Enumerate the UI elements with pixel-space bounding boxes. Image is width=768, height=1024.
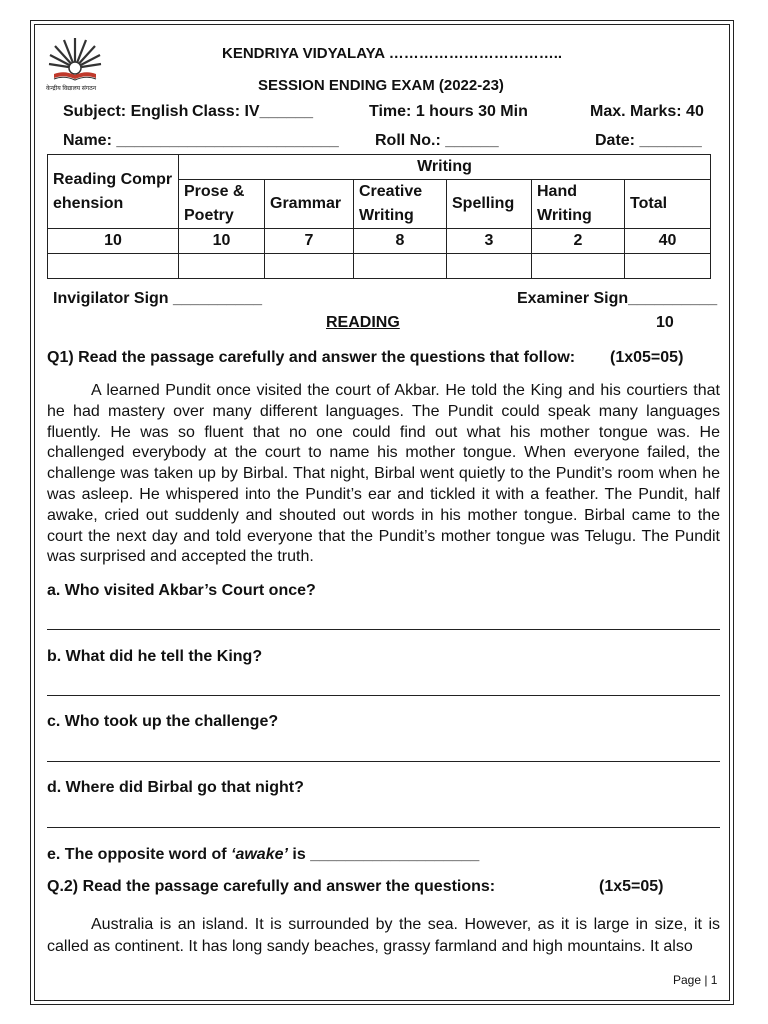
value-creative-writing: 8 bbox=[354, 229, 447, 254]
answer-line-c[interactable] bbox=[47, 761, 720, 762]
marks-table bbox=[47, 154, 711, 279]
value-reading: 10 bbox=[48, 229, 179, 254]
answer-line-a[interactable] bbox=[47, 629, 720, 630]
exam-title: SESSION ENDING EXAM (2022-23) bbox=[258, 77, 504, 94]
name-field[interactable]: Name: _________________________ bbox=[63, 132, 339, 149]
class-label: Class: IV______ bbox=[192, 103, 313, 120]
invigilator-sign[interactable]: Invigilator Sign __________ bbox=[53, 290, 262, 307]
value-grammar: 7 bbox=[265, 229, 354, 254]
section-title: READING bbox=[326, 314, 400, 331]
col-total: Total bbox=[625, 180, 711, 229]
date-field[interactable]: Date: _______ bbox=[595, 132, 702, 149]
q1-question-e bbox=[47, 846, 479, 864]
col-creative-writing: Creative Writing bbox=[354, 180, 447, 229]
q2-passage-text: Australia is an island. It is surrounded by the sea. However, as it is large in size, it is called as continent. It has long sandy beaches, grassy farmland and high mountains. It also bbox=[47, 916, 720, 955]
value-spelling: 3 bbox=[447, 229, 532, 254]
score-total[interactable] bbox=[625, 254, 711, 279]
page-number: Page | 1 bbox=[673, 973, 718, 987]
score-prose-poetry[interactable] bbox=[179, 254, 265, 279]
q2-marks: (1x5=05) bbox=[599, 878, 664, 895]
score-creative-writing[interactable] bbox=[354, 254, 447, 279]
score-spelling[interactable] bbox=[447, 254, 532, 279]
score-grammar[interactable] bbox=[265, 254, 354, 279]
q1-passage-text: A learned Pundit once visited the court of Akbar. He told the King and his courtiers that he had mastery over many different languages. The Pundit could speak many languages fluently. He was so fluent that no one could find out what his mother tongue was. He challenged everybody at the court to name his mother tongue. When everyone failed, the challenge was taken up by Birbal. That night, Birbal went quietly to the Pundit’s room when he was asleep. He whispered into the Pundit’s ear and tickled it with a feather. The Pundit, half awake, cried out suddenly and shouted out words in his mother tongue. Birbal came to the court the next day and told everyone that the Pundit’s mother tongue was Telugu. The Pundit was surprised and accepted the truth. bbox=[47, 382, 720, 566]
kvs-logo bbox=[46, 30, 104, 94]
time-label: Time: 1 hours 30 Min bbox=[369, 103, 528, 120]
max-marks-label: Max. Marks: 40 bbox=[590, 103, 704, 120]
reading-comprehension-header: Reading Comprehension bbox=[48, 155, 179, 229]
q1-marks: (1x05=05) bbox=[610, 349, 684, 366]
subject-label: Subject: English bbox=[63, 103, 189, 120]
q1-prompt: Q1) Read the passage carefully and answer the questions that follow: bbox=[47, 349, 576, 366]
q1-question-b: b. What did he tell the King? bbox=[47, 648, 263, 665]
value-total: 40 bbox=[625, 229, 711, 254]
examiner-sign[interactable]: Examiner Sign__________ bbox=[517, 290, 718, 307]
q2-prompt: Q.2) Read the passage carefully and answer the questions: bbox=[47, 878, 496, 895]
q1-question-d: d. Where did Birbal go that night? bbox=[47, 779, 304, 796]
col-hand-writing: Hand Writing bbox=[532, 180, 625, 229]
writing-header: Writing bbox=[179, 155, 711, 180]
answer-line-d[interactable] bbox=[47, 827, 720, 828]
value-prose-poetry: 10 bbox=[179, 229, 265, 254]
col-grammar: Grammar bbox=[265, 180, 354, 229]
q1-question-a: a. Who visited Akbar’s Court once? bbox=[47, 582, 316, 599]
q1-e-word: ‘awake’ bbox=[231, 846, 288, 863]
col-prose-poetry: Prose & Poetry bbox=[179, 180, 265, 229]
q1-question-c: c. Who took up the challenge? bbox=[47, 713, 279, 730]
answer-line-b[interactable] bbox=[47, 695, 720, 696]
q2-passage bbox=[47, 914, 720, 958]
logo-caption: केन्द्रीय विद्यालय संगठन bbox=[46, 86, 97, 92]
q1-e-suffix[interactable]: is ___________________ bbox=[292, 846, 480, 863]
q1-passage bbox=[47, 381, 720, 568]
roll-field[interactable]: Roll No.: ______ bbox=[375, 132, 499, 149]
section-marks: 10 bbox=[656, 314, 674, 331]
score-hand-writing[interactable] bbox=[532, 254, 625, 279]
col-spelling: Spelling bbox=[447, 180, 532, 229]
score-reading[interactable] bbox=[48, 254, 179, 279]
value-hand-writing: 2 bbox=[532, 229, 625, 254]
q1-e-prefix: e. The opposite word of bbox=[47, 846, 227, 863]
school-name: KENDRIYA VIDYALAYA …………………………….. bbox=[222, 45, 563, 62]
